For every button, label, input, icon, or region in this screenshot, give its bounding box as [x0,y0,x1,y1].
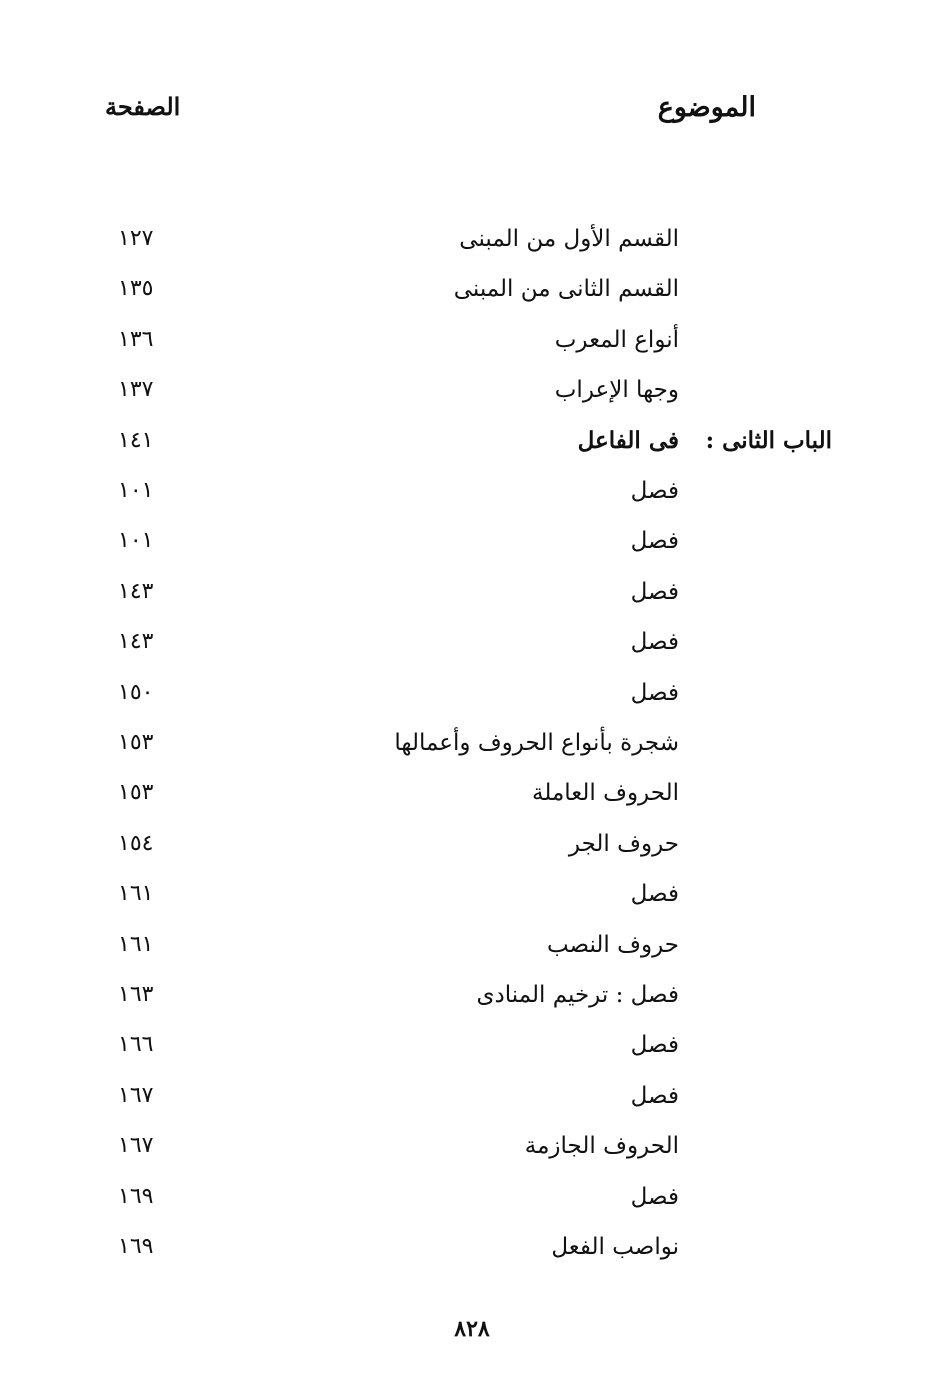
index-entry [0,676,944,726]
entry-topic: فصل [630,478,679,504]
index-entry [0,1079,944,1129]
entry-page-number: ١٦٧ [118,1082,154,1108]
entry-page-number: ١٣٧ [118,377,154,403]
entry-page-number: ١٦٣ [118,982,154,1007]
index-entry [0,323,944,373]
entry-topic: فصل [630,1032,679,1059]
index-entry [0,272,944,322]
entry-page-number: ١٠١ [118,478,154,503]
index-entry [0,827,944,877]
entry-page-number: ١٠١ [118,528,154,554]
entry-page-number: ١٤٣ [118,629,154,655]
index-entry [0,524,944,574]
page-number: ٨٢٨ [454,1316,490,1342]
index-entry [0,978,944,1028]
entry-topic: فى الفاعل [577,426,679,454]
index-entry [0,1028,944,1078]
entry-page-number: ١٥٣ [118,730,154,755]
entry-topic: فصل [630,881,679,908]
entry-page-number: ١٤١ [118,427,154,453]
page-column-header: الصفحة [105,92,181,121]
entry-page-number: ١٢٧ [118,226,154,251]
index-entry [0,928,944,978]
entry-page-number: ١٥٣ [118,780,154,806]
entry-topic: فصل [630,578,679,605]
index-entry [0,222,944,272]
entry-page-number: ١٥٤ [118,830,154,856]
entry-topic: فصل [630,1183,679,1210]
entry-page-number: ١٦٩ [118,1234,154,1259]
entry-topic: الحروف العاملة [532,780,679,807]
entry-topic: فصل [630,528,679,555]
index-entry [0,424,944,474]
entry-topic: فصل : ترخيم المنادى [476,982,679,1008]
entry-page-number: ١٦٩ [118,1183,154,1209]
entry-page-number: ١٦٦ [118,1032,154,1058]
index-entry [0,625,944,675]
entry-topic: الحروف الجازمة [524,1133,679,1160]
entry-page-number: ١٥٠ [118,679,154,705]
entry-topic: فصل [630,629,679,656]
entry-topic: أنواع المعرب [554,326,679,353]
entry-topic: القسم الثانى من المبنى [453,276,679,303]
entry-page-number: ١٦٧ [118,1133,154,1159]
entry-topic: حروف النصب [546,931,679,958]
entry-topic: فصل [630,1082,679,1109]
index-entry [0,726,944,776]
entry-topic: وجها الإعراب [554,377,679,404]
index-entry [0,575,944,625]
entry-topic: فصل [630,679,679,706]
entry-page-number: ١٣٥ [118,276,154,302]
entry-topic: القسم الأول من المبنى [459,226,679,252]
entry-page-number: ١٦١ [118,881,154,907]
index-entry [0,1129,944,1179]
entry-topic: نواصب الفعل [551,1234,679,1260]
topic-column-header: الموضوع [657,92,756,123]
index-entry [0,1230,944,1280]
chapter-label: الباب الثانى : [705,426,832,454]
entry-page-number: ١٣٦ [118,326,154,352]
index-entry [0,877,944,927]
entry-page-number: ١٤٣ [118,578,154,604]
entry-topic: حروف الجر [568,830,679,857]
index-entry [0,776,944,826]
entry-page-number: ١٦١ [118,931,154,957]
entry-topic: شجرة بأنواع الحروف وأعمالها [394,730,679,756]
index-entry [0,373,944,423]
index-entry [0,474,944,524]
index-entry [0,1180,944,1230]
